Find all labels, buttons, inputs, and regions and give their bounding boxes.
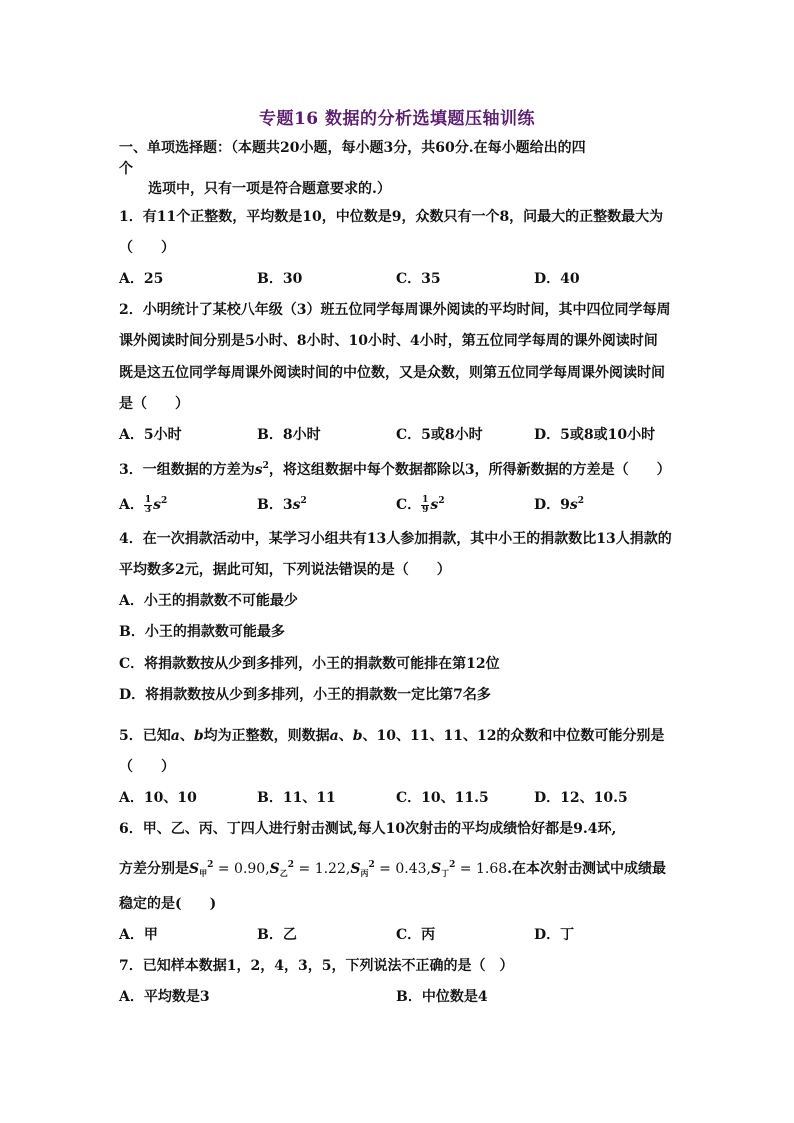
q5-sep-2: 、	[338, 728, 353, 744]
q3-option-d-exp: 2	[577, 496, 585, 506]
q4-stem-1: 4．在一次捐款活动中，某学习小组共有13人参加捐款，其中小王的捐款数比13人捐款的	[119, 531, 672, 547]
q2-option-b: B．8小时	[257, 427, 321, 443]
q3-stem-post: ，将这组数据中每个数据都除以3，所得新数据的方差是（ ）	[268, 462, 671, 478]
q5-stem-mid: 均为正整数，则数据	[203, 728, 330, 744]
q3-option-b	[257, 492, 307, 514]
q6-option-a: A．甲	[119, 927, 158, 943]
q3-option-d-var: s	[569, 497, 578, 513]
q5-option-a: A．10、10	[119, 790, 197, 806]
q6-s-1: S	[189, 861, 200, 877]
q6-val-4: 1.68	[476, 861, 508, 877]
section-heading-cont: 个	[119, 161, 133, 177]
q3-option-d	[534, 492, 584, 514]
q6-stem-3: 稳定的是( )	[119, 896, 217, 912]
q4-option-a: A．小王的捐款数不可能最少	[119, 593, 298, 609]
q6-exp-1: 2	[207, 860, 214, 870]
q3-option-b-exp: 2	[300, 496, 307, 506]
q1-option-c: C．35	[396, 271, 441, 287]
q3-option-a-var: s	[153, 497, 162, 513]
q4-option-d: D．将捐款数按从少到多排列，小王的捐款数一定比第7名多	[119, 687, 491, 703]
q5-stem	[119, 727, 664, 745]
q3-option-c-fraction	[421, 496, 429, 515]
q3-option-c-num: 1	[422, 494, 429, 505]
q5-stem-bracket: （ ）	[119, 759, 175, 775]
section-heading: 一、单项选择题：（本题共20小题，每小题3分，共60分.在每小题给出的四	[119, 140, 586, 156]
q3-option-b-var: s	[292, 497, 301, 513]
q5-var-a-2: a	[329, 728, 339, 744]
q6-sub-2: 乙	[279, 868, 288, 878]
q3-option-a-label: A．	[119, 497, 144, 513]
q5-stem-pre: 5．已知	[119, 728, 171, 744]
q3-option-c-exp: 2	[438, 496, 445, 506]
q6-sub-3: 丙	[360, 868, 369, 878]
q7-option-a: A．平均数是3	[119, 989, 210, 1005]
q3-option-a-den: 3	[144, 504, 152, 515]
q5-sep: 、	[179, 728, 194, 744]
q2-stem-4: 是（ ）	[119, 396, 189, 412]
q6-stem-2: 方差分别是$S_甲^2 = 0.90,S_乙^2 = 1.22,S_丙^2 = 0.43,S_丁^2 = 1.68$.在本次射击测试中成绩最	[119, 860, 667, 878]
q2-stem-3: 既是这五位同学每周课外阅读时间的中位数，又是众数，则第五位同学每周课外阅读时间	[119, 365, 665, 381]
q3-option-d-coef: 9	[560, 497, 570, 513]
q4-stem-2: 平均数多2元，据此可知，下列说法错误的是（ ）	[119, 562, 451, 578]
q3-option-b-label: B．	[257, 497, 283, 513]
q2-stem-1: 2．小明统计了某校八年级（3）班五位同学每周课外阅读的平均时间，其中四位同学每周	[119, 302, 671, 318]
q3-option-c-var: s	[430, 497, 439, 513]
q5-stem-post: 、10、11、11、12的众数和中位数可能分别是	[362, 728, 665, 744]
q7-option-b: B．中位数是4	[396, 989, 488, 1005]
page-title: 专题16 数据的分析选填题压轴训练	[258, 109, 536, 129]
q6-exp-3: 2	[368, 860, 375, 870]
q3-option-a-num: 1	[144, 494, 152, 505]
q3-stem-pre: 3．一组数据的方差为	[119, 462, 255, 478]
q3-option-c-den: 9	[422, 504, 429, 515]
q2-stem-2: 课外阅读时间分别是5小时、8小时、10小时、4小时，第五位同学每周的课外阅读时间	[119, 333, 658, 349]
q6-exp-2: 2	[287, 860, 295, 870]
q7-stem: 7．已知样本数据1，2，4，3，5，下列说法不正确的是（ ）	[119, 958, 514, 974]
q6-stem-2-pre: 方差分别是	[119, 861, 189, 877]
q3-option-a-exp: 2	[161, 496, 168, 506]
q3-stem	[119, 457, 671, 479]
q5-option-c: C．10、11.5	[396, 790, 489, 806]
q6-s-2: S	[269, 861, 280, 877]
q6-s-4: S	[430, 861, 442, 877]
q5-var-a: a	[170, 728, 180, 744]
q5-option-d: D．12、10.5	[534, 790, 628, 806]
q3-option-b-coef: 3	[282, 497, 293, 513]
q3-option-c-label: C．	[396, 497, 422, 513]
q6-sub-1: 甲	[199, 868, 208, 878]
q3-option-d-label: D．	[534, 497, 561, 513]
q6-val-1: 0.90	[234, 861, 266, 877]
q3-option-a	[119, 492, 167, 515]
q6-sub-4: 丁	[441, 868, 450, 878]
q2-option-a: A．5小时	[119, 427, 182, 443]
q4-option-c: C．将捐款数按从少到多排列，小王的捐款数可能排在第12位	[119, 656, 500, 672]
q2-option-d: D．5或8或10小时	[534, 427, 656, 443]
q3-exp: 2	[262, 461, 269, 471]
q6-val-3: 0.43	[395, 861, 427, 877]
q4-option-b: B．小王的捐款数可能最多	[119, 624, 285, 640]
q5-var-b-2: b	[352, 728, 363, 744]
q1-stem-bracket: （ ）	[119, 240, 175, 256]
q1-option-b: B．30	[257, 271, 303, 287]
q5-var-b: b	[193, 728, 204, 744]
q6-stem-2-post: .在本次射击测试中成绩最	[507, 861, 667, 877]
q5-option-b: B．11、11	[257, 790, 336, 806]
q6-option-c: C．丙	[396, 927, 436, 943]
q6-option-b: B．乙	[257, 927, 297, 943]
q6-val-2: 1.22	[314, 861, 346, 877]
q6-option-d: D．丁	[534, 927, 575, 943]
q6-exp-4: 2	[449, 860, 456, 870]
q6-stem-1: 6．甲、乙、丙、丁四人进行射击测试,每人10次射击的平均成绩恰好都是9.4环,	[119, 821, 617, 837]
q3-var: s	[254, 462, 263, 478]
q1-stem: 1．有11个正整数，平均数是10，中位数是9，众数只有一个8，问最大的正整数最大为	[119, 209, 664, 225]
q2-option-c: C．5或8小时	[396, 427, 483, 443]
q3-option-c	[396, 492, 445, 515]
q1-option-a: A．25	[119, 271, 164, 287]
q3-option-a-fraction	[144, 496, 152, 515]
q1-option-d: D．40	[534, 271, 580, 287]
section-heading-cont2: 选项中，只有一项是符合题意要求的.）	[148, 181, 391, 197]
q6-s-3: S	[350, 861, 361, 877]
